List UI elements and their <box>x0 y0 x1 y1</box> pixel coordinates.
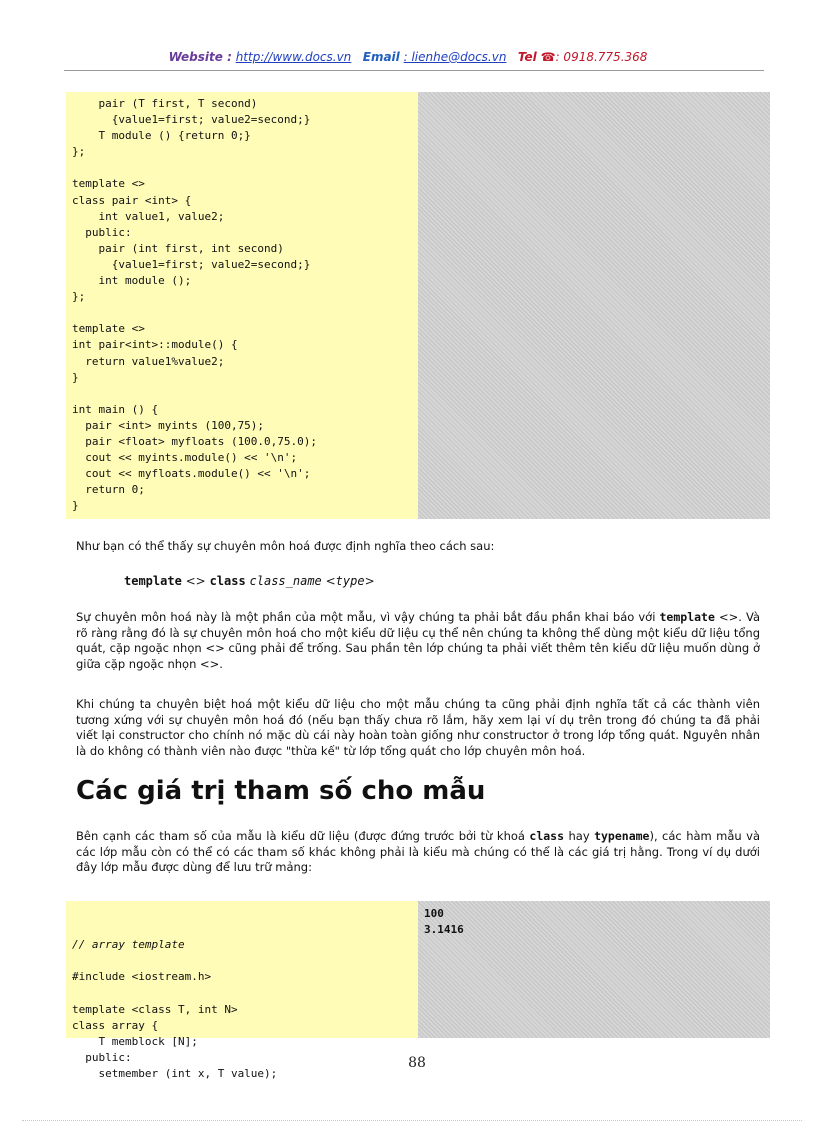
website-link[interactable]: http://www.docs.vn <box>235 50 352 64</box>
website-label: Website : <box>168 50 232 64</box>
syntax-type-close: > <box>364 574 375 588</box>
code-line: {value1=first; value2=second;} <box>72 257 311 271</box>
syntax-type-open: < <box>325 574 336 588</box>
code-line: int main () { <box>72 402 159 416</box>
code-line: return value1%value2; <box>72 354 225 368</box>
code-line: template <> <box>72 177 145 191</box>
telephone-icon: ☎ <box>540 50 556 64</box>
paragraph-parameters-text-a: Bên cạnh các tham số của mẫu là kiểu dữ liệu (được đứng trước bởi từ khoá <box>76 829 530 843</box>
code-line: public: <box>72 1050 132 1064</box>
code-line: cout << myints.module() << '\n'; <box>72 451 298 465</box>
page-number: 88 <box>408 1055 426 1071</box>
paragraph-members-text: Khi chúng ta chuyên biệt hoá một kiểu dữ liệu cho một mẫu chúng ta cũng phải định nghĩa tất cả các thành viên tương xứng với sự chuyên môn hoá đó (nếu bạn thấy chưa rõ lắm, hãy xem lại ví dụ trên trong đó chúng ta đã phải viết lại constructor cho chính nó mặc dù cái này hoàn toàn giống như constructor ở trong lớp tổng quát. Nguyên nhân là do không có thành viên nào được "thừa kế" từ lớp tổng quát cho lớp chuyên môn hoá. <box>76 697 760 758</box>
code-line: template <> <box>72 322 145 336</box>
paragraph-parameters-text-c: ), các hàm mẫu và các lớp mẫu còn có thể có các tham số khác không phải là kiểu mà chúng có thể là các giá trị hằng. Trong ví dụ dưới đây lớp mẫu được dùng để lưu trữ mảng: <box>76 829 761 875</box>
output-block-1 <box>418 92 770 519</box>
code-line: return 0; <box>72 483 145 497</box>
paragraph-specialization-text-b: <>. Và rõ ràng rằng đó là sự chuyên môn hoá cho một kiểu dữ liệu cụ thể nên chúng ta không thể dùng một kiểu dữ liệu tổng quát, cặp ngoặc nhọn <> cũng phải để trống. Sau phần tên lớp chúng ta phải viết thêm tên kiểu dữ liệu muốn dùng ở giữa cặp ngoặc nhọn <>. <box>76 610 760 671</box>
code-line: T module () {return 0;} <box>72 129 251 143</box>
syntax-angles: <> <box>185 574 206 588</box>
syntax-line <box>124 574 375 588</box>
code-line: int module (); <box>72 274 192 288</box>
code-line: pair <int> myints (100,75); <box>72 418 265 432</box>
code-block-1 <box>66 92 418 519</box>
section-heading: Các giá trị tham số cho mẫu <box>76 776 486 806</box>
syntax-template-keyword: template <box>124 574 182 588</box>
keyword-typename: typename <box>594 829 650 843</box>
paragraph-specialization-text-a: Sự chuyên môn hoá này là một phần của một mẫu, vì vậy chúng ta phải bắt đầu phần khai báo với <box>76 610 660 624</box>
output-line: 3.1416 <box>424 923 464 937</box>
email-link[interactable]: : lienhe@docs.vn <box>403 50 507 64</box>
code-line: pair (T first, T second) <box>72 97 258 110</box>
header-divider <box>64 70 764 71</box>
code-line: setmember (int x, T value); <box>72 1066 278 1080</box>
code-line: pair (int first, int second) <box>72 241 284 255</box>
code-line: } <box>72 370 79 384</box>
tel-label: Tel <box>517 50 537 64</box>
syntax-class-keyword: class <box>209 574 246 588</box>
syntax-class-name: class_name <box>249 574 322 588</box>
code-line: template <class T, int N> <box>72 1002 238 1016</box>
email-label: Email <box>362 50 400 64</box>
code-line: public: <box>72 225 132 239</box>
code-line: class array { <box>72 1018 159 1032</box>
code-line <box>72 160 418 176</box>
paragraph-parameters-text-b: hay <box>564 829 595 843</box>
code-line: int pair<int>::module() { <box>72 338 238 352</box>
page-header <box>0 50 816 64</box>
code-line: #include <iostream.h> <box>72 970 212 984</box>
paragraph-parameters <box>76 829 760 876</box>
tel-value: : 0918.775.368 <box>555 50 648 64</box>
code-line <box>72 305 418 321</box>
keyword-class: class <box>529 829 565 843</box>
code-line: pair <float> myfloats (100.0,75.0); <box>72 434 318 448</box>
output-block-2 <box>418 901 770 1038</box>
code-line <box>72 985 418 1001</box>
code-line <box>72 386 418 402</box>
paragraph-members <box>76 697 760 759</box>
output-line: 100 <box>424 907 444 920</box>
paragraph-specialization <box>76 610 760 672</box>
code-line: {value1=first; value2=second;} <box>72 113 311 127</box>
code-line: }; <box>72 145 86 159</box>
code-line: T memblock [N]; <box>72 1034 198 1048</box>
code-line: class pair <int> { <box>72 193 192 207</box>
code-comment: // array template <box>72 938 185 952</box>
paragraph-intro-text: Như bạn có thể thấy sự chuyên môn hoá được định nghĩa theo cách sau: <box>76 539 495 553</box>
code-line: } <box>72 499 79 513</box>
code-line: cout << myfloats.module() << '\n'; <box>72 467 311 481</box>
syntax-type: type <box>335 574 365 588</box>
paragraph-intro <box>76 539 760 555</box>
code-line: }; <box>72 290 86 304</box>
code-line: int value1, value2; <box>72 209 225 223</box>
keyword-template: template <box>659 610 715 624</box>
footer-divider <box>22 1120 802 1121</box>
